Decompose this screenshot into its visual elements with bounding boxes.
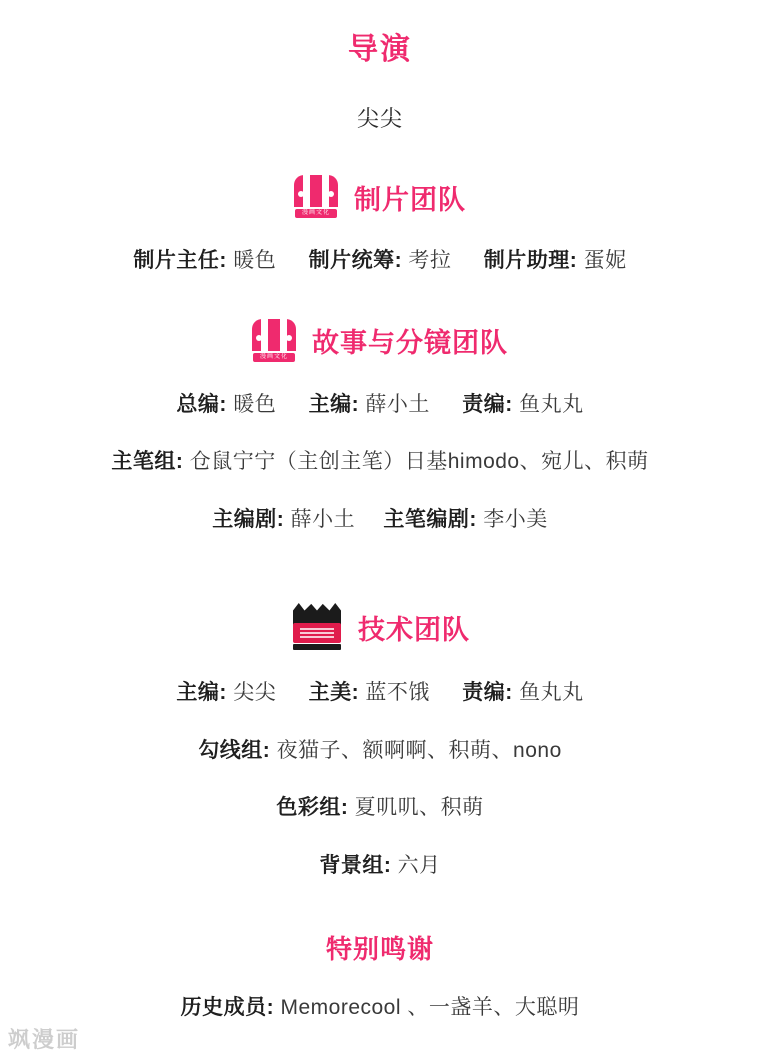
- credit-role: 主笔组:: [111, 450, 184, 473]
- credit-value: 薛小土: [365, 392, 430, 416]
- credit-row: [0, 992, 760, 1024]
- section-header-technical: [0, 603, 760, 651]
- credit-row: [0, 446, 760, 478]
- credit-row: [0, 389, 760, 421]
- credit-role: 制片助理:: [483, 249, 578, 272]
- credit-row: [0, 850, 760, 882]
- credit-value: Memorecool 、一盏羊、大聪明: [280, 996, 580, 1019]
- section-title-special-thanks: 特别鸣谢: [325, 934, 434, 964]
- credit-value: 尖尖: [233, 681, 277, 704]
- credit-value: 薛小土: [290, 507, 356, 531]
- page-title: 导演: [348, 33, 412, 66]
- special-thanks-block: [0, 929, 760, 1024]
- credit-value: 夜猫子、额啊啊、积萌、nono: [276, 738, 562, 762]
- credit-value: 考拉: [408, 249, 452, 272]
- credit-role: 历史成员:: [180, 996, 275, 1019]
- credit-value: 鱼丸丸: [519, 392, 584, 416]
- credit-role: 制片统筹:: [308, 249, 403, 272]
- logo-caption: 漫画文化: [295, 209, 337, 218]
- logo-caption: 漫画文化: [253, 353, 295, 362]
- credit-row: [0, 735, 760, 767]
- man-comic-logo-icon: [294, 175, 340, 219]
- credit-role: 制片主任:: [133, 249, 227, 272]
- section-title-production: 制片团队: [354, 184, 466, 215]
- credit-value: 六月: [397, 853, 441, 877]
- credit-value: 暖色: [233, 392, 277, 416]
- director-name: 尖尖: [356, 106, 403, 131]
- watermark: 飒漫画: [8, 1027, 81, 1052]
- credit-role: 主编剧:: [212, 507, 285, 531]
- section-header-production: [0, 175, 760, 219]
- credit-row: [0, 792, 760, 824]
- credit-value: 仓鼠宁宁（主创主笔）日基himodo、宛儿、积萌: [189, 450, 649, 473]
- credit-value: 蓝不饿: [365, 681, 430, 704]
- credit-row: [0, 677, 760, 709]
- tech-crown-logo-icon: [290, 603, 344, 651]
- section-title-technical: 技术团队: [358, 614, 470, 645]
- credit-value: 暖色: [233, 249, 277, 272]
- credit-role: 色彩组:: [276, 796, 349, 819]
- director-block: [0, 24, 760, 133]
- credit-role: 责编:: [462, 392, 513, 416]
- credit-row: [0, 504, 760, 536]
- man-comic-logo-icon: [252, 319, 298, 363]
- credit-role: 勾线组:: [198, 738, 271, 762]
- credit-value: 鱼丸丸: [519, 681, 584, 704]
- credit-value: 夏叽叽、积萌: [354, 796, 484, 819]
- credit-role: 主编:: [308, 392, 360, 416]
- credit-row: [0, 245, 760, 277]
- credit-role: 背景组:: [319, 853, 392, 877]
- section-title-story: 故事与分镜团队: [312, 328, 508, 358]
- credit-role: 主美:: [308, 681, 360, 704]
- credit-value: 蛋妮: [583, 249, 627, 272]
- credit-role: 责编:: [462, 681, 513, 704]
- credit-role: 总编:: [176, 392, 227, 416]
- credit-role: 主笔编剧:: [383, 507, 477, 531]
- credit-role: 主编:: [176, 681, 227, 704]
- credit-value: 李小美: [483, 507, 548, 531]
- section-header-story: [0, 319, 760, 363]
